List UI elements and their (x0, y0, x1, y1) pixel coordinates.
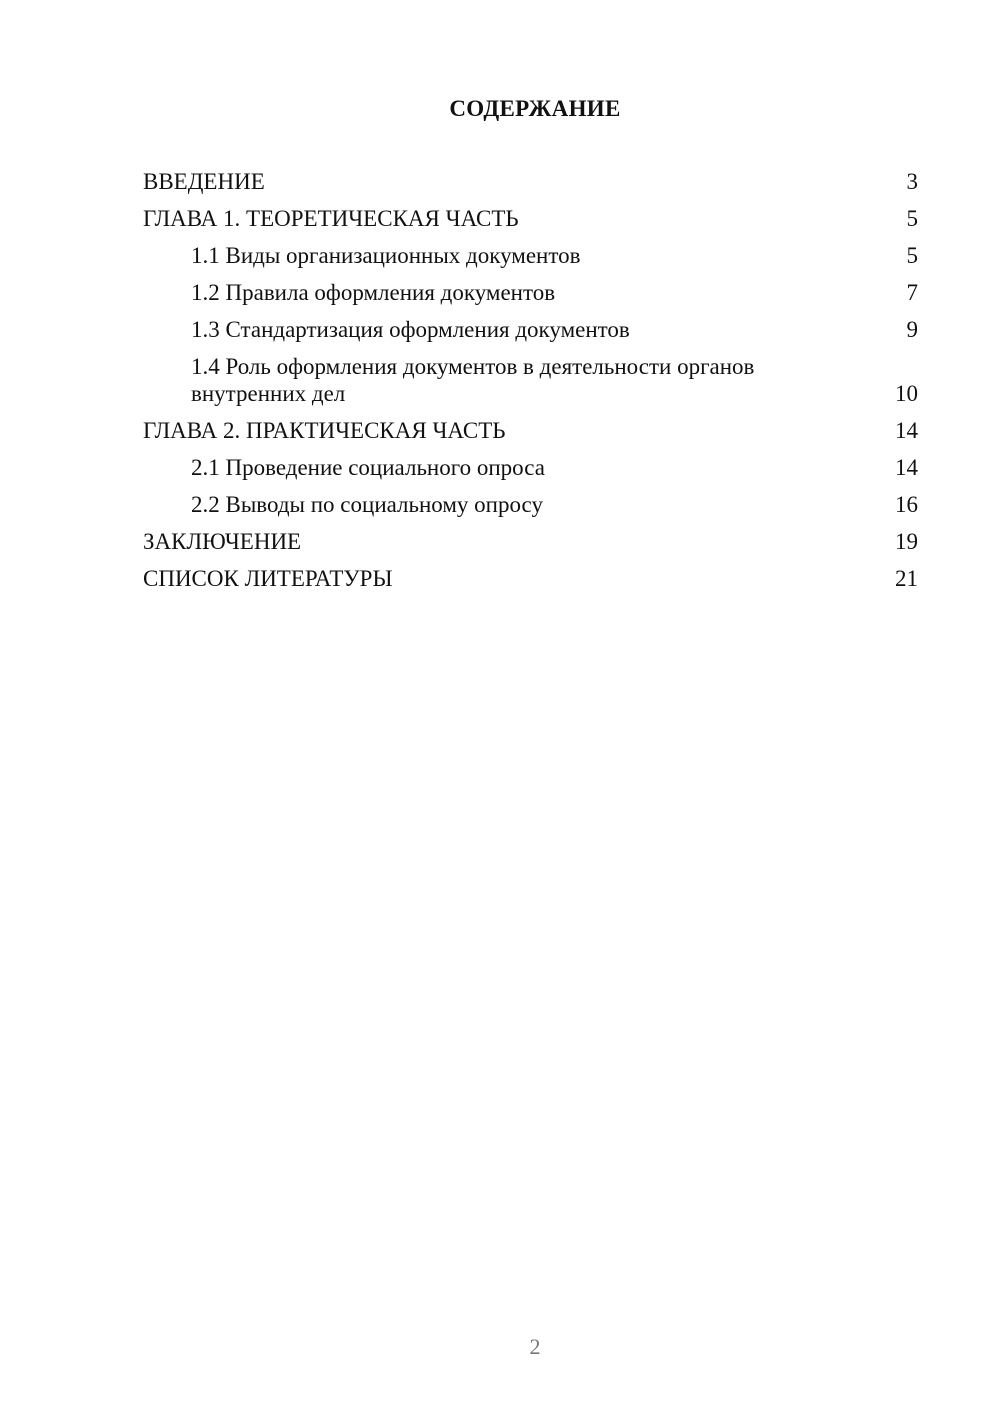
toc-entry-chapter-1[interactable] (143, 205, 918, 232)
toc-entry-text: 2.1 Проведение социального опроса (191, 455, 545, 480)
toc-entry-section-1-1[interactable] (143, 242, 918, 269)
toc-entry-page: 9 (906, 317, 918, 342)
toc-entry-text: 1.2 Правила оформления документов (191, 280, 556, 305)
toc-entry-section-1-2[interactable] (143, 279, 918, 306)
toc-entry-page: 10 (895, 381, 918, 406)
toc-entry-text: 1.3 Стандартизация оформления документов (191, 317, 630, 342)
toc-entry-text: 2.2 Выводы по социальному опросу (191, 492, 543, 517)
toc-entry-page: 14 (895, 418, 918, 443)
page-number: 2 (529, 1334, 541, 1359)
toc-entry-page: 5 (906, 243, 918, 268)
toc-title: СОДЕРЖАНИЕ (449, 96, 621, 121)
toc-entry-text: 1.4 Роль оформления документов в деятельности органов внутренних дел (191, 354, 755, 406)
toc-entry-text: ВВЕДЕНИЕ (143, 169, 265, 194)
toc-entry-section-1-3[interactable] (143, 316, 918, 343)
toc-entry-text: ГЛАВА 1. ТЕОРЕТИЧЕСКАЯ ЧАСТЬ (143, 206, 519, 231)
toc-list (143, 168, 918, 602)
toc-entry-page: 21 (895, 566, 918, 591)
toc-entry-chapter-2[interactable] (143, 417, 918, 444)
toc-entry-section-2-1[interactable] (143, 454, 918, 481)
toc-entry-page: 16 (895, 492, 918, 517)
toc-entry-conclusion[interactable] (143, 528, 918, 555)
toc-entry-text: ГЛАВА 2. ПРАКТИЧЕСКАЯ ЧАСТЬ (143, 418, 506, 443)
toc-entry-section-1-4[interactable] (143, 353, 918, 407)
toc-entry-text: ЗАКЛЮЧЕНИЕ (143, 529, 302, 554)
toc-entry-page: 14 (895, 455, 918, 480)
toc-entry-page: 5 (906, 206, 918, 231)
toc-entry-page: 19 (895, 529, 918, 554)
toc-entry-page: 3 (906, 169, 918, 194)
toc-entry-text: 1.1 Виды организационных документов (191, 243, 581, 268)
toc-entry-introduction[interactable] (143, 168, 918, 195)
toc-entry-page: 7 (906, 280, 918, 305)
toc-entry-references[interactable] (143, 565, 918, 592)
toc-entry-section-2-2[interactable] (143, 491, 918, 518)
toc-entry-text: СПИСОК ЛИТЕРАТУРЫ (143, 566, 393, 591)
